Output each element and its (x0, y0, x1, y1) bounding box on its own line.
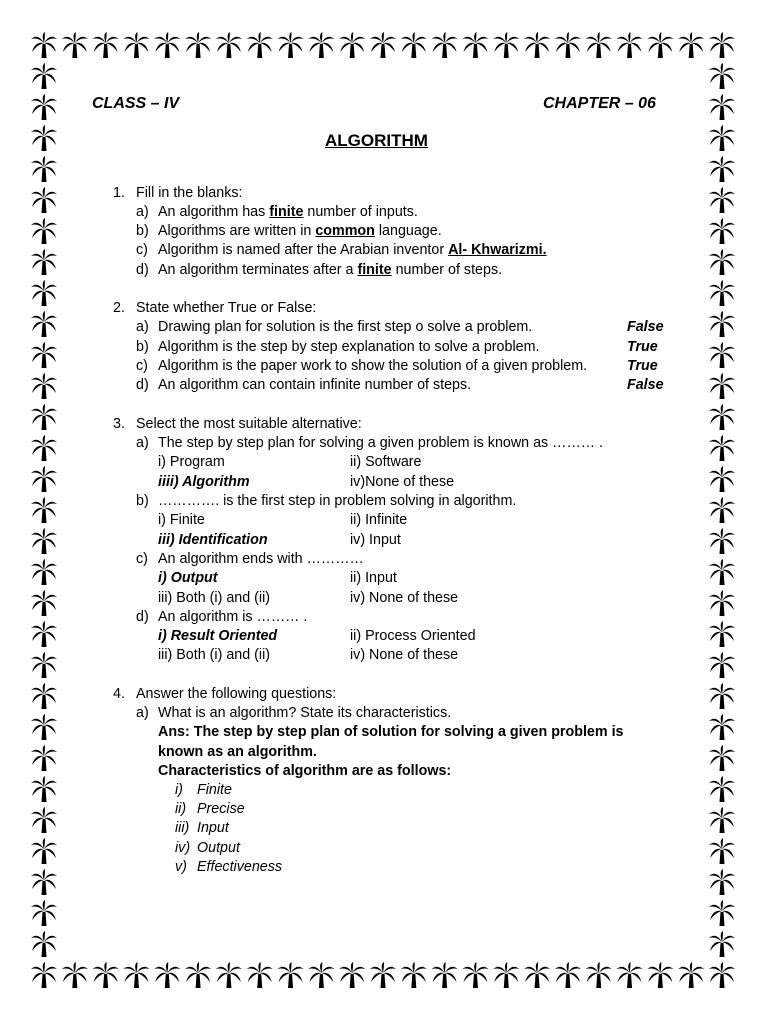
palm-tree-icon (555, 962, 581, 988)
palm-tree-icon (31, 280, 57, 306)
mcq-option: iv) None of these (350, 590, 459, 606)
palm-tree-icon (247, 962, 273, 988)
palm-tree-icon (62, 32, 88, 58)
palm-tree-icon (617, 32, 643, 58)
question-number: 4. (113, 686, 125, 702)
palm-tree-icon (678, 962, 704, 988)
palm-tree-icon (709, 32, 735, 58)
palm-tree-icon (432, 32, 458, 58)
mcq-option: ii) Infinite (350, 512, 408, 528)
palm-tree-icon (31, 32, 57, 58)
mcq-question: An algorithm is ……… . (158, 609, 308, 625)
tf-answer: False (627, 377, 664, 393)
palm-tree-icon (524, 962, 550, 988)
fill-answer: finite (357, 262, 392, 278)
characteristic-item: Effectiveness (197, 859, 283, 875)
characteristic-item: Output (197, 840, 240, 856)
fill-item: Algorithms are written in common language. (158, 223, 442, 239)
palm-tree-icon (31, 187, 57, 213)
palm-tree-icon (709, 714, 735, 740)
palm-tree-icon (154, 32, 180, 58)
mcq-correct-option: i) Result Oriented (158, 628, 278, 644)
mcq-option: iv) Input (350, 532, 401, 548)
characteristic-number: iii) (175, 820, 190, 836)
mcq-question: The step by step plan for solving a given problem is known as ……… . (158, 435, 604, 451)
palm-tree-icon (678, 32, 704, 58)
item-marker: d) (136, 262, 149, 278)
tf-statement: Algorithm is the paper work to show the solution of a given problem. (158, 358, 588, 374)
palm-tree-icon (123, 32, 149, 58)
palm-tree-icon (31, 869, 57, 895)
palm-tree-icon (709, 404, 735, 430)
palm-tree-icon (123, 962, 149, 988)
palm-tree-icon (709, 683, 735, 709)
tf-answer: False (627, 319, 664, 335)
characteristic-number: ii) (175, 801, 187, 817)
palm-tree-icon (709, 94, 735, 120)
palm-tree-icon (216, 962, 242, 988)
characteristic-item: Precise (197, 801, 245, 817)
palm-tree-icon (31, 249, 57, 275)
palm-tree-icon (709, 497, 735, 523)
palm-tree-icon (308, 32, 334, 58)
palm-tree-icon (31, 714, 57, 740)
question-heading: Answer the following questions: (136, 686, 337, 702)
mcq-option: iv)None of these (350, 474, 455, 490)
palm-tree-icon (185, 962, 211, 988)
palm-tree-icon (31, 807, 57, 833)
palm-tree-icon (31, 218, 57, 244)
item-marker: c) (136, 242, 148, 258)
fill-answer: Al- Khwarizmi. (448, 242, 547, 258)
palm-tree-icon (31, 435, 57, 461)
question-number: 2. (113, 300, 125, 316)
palm-tree-icon (709, 280, 735, 306)
mcq-option: ii) Process Oriented (350, 628, 476, 644)
item-marker: a) (136, 435, 149, 451)
palm-tree-icon (709, 962, 735, 988)
palm-tree-icon (709, 249, 735, 275)
mcq-question: …………. is the first step in problem solving in algorithm. (158, 493, 517, 509)
palm-tree-icon (31, 838, 57, 864)
mcq-correct-option: iiii) Algorithm (158, 474, 250, 490)
palm-tree-icon (31, 63, 57, 89)
mcq-correct-option: i) Output (158, 570, 218, 586)
question-heading: State whether True or False: (136, 300, 317, 316)
palm-tree-icon (709, 590, 735, 616)
palm-tree-icon (31, 125, 57, 151)
palm-tree-icon (31, 652, 57, 678)
palm-tree-icon (709, 807, 735, 833)
mcq-option: i) Program (158, 454, 225, 470)
palm-tree-icon (586, 32, 612, 58)
palm-tree-icon (709, 869, 735, 895)
tf-statement: An algorithm can contain infinite number of steps. (158, 377, 472, 393)
item-marker: c) (136, 358, 148, 374)
palm-tree-icon (93, 962, 119, 988)
palm-tree-icon (31, 94, 57, 120)
palm-tree-icon (31, 404, 57, 430)
palm-tree-icon (432, 962, 458, 988)
palm-tree-icon (462, 962, 488, 988)
palm-tree-icon (709, 156, 735, 182)
palm-tree-icon (31, 745, 57, 771)
palm-tree-icon (401, 32, 427, 58)
palm-tree-icon (709, 63, 735, 89)
mcq-option: i) Finite (158, 512, 205, 528)
palm-tree-icon (647, 32, 673, 58)
item-marker: a) (136, 319, 149, 335)
item-marker: b) (136, 493, 149, 509)
page-title: ALGORITHM (325, 131, 428, 150)
item-marker: a) (136, 705, 149, 721)
chapter-label: CHAPTER – 06 (543, 95, 656, 112)
fill-item: Algorithm is named after the Arabian inventor Al- Khwarizmi. (158, 242, 547, 258)
question-number: 1. (113, 185, 125, 201)
item-marker: d) (136, 377, 149, 393)
characteristic-item: Finite (197, 782, 232, 798)
palm-tree-icon (709, 125, 735, 151)
palm-tree-icon (278, 962, 304, 988)
palm-tree-icon (31, 559, 57, 585)
palm-tree-icon (555, 32, 581, 58)
palm-tree-icon (31, 311, 57, 337)
palm-tree-icon (31, 590, 57, 616)
tf-statement: Algorithm is the step by step explanation to solve a problem. (158, 339, 540, 355)
palm-tree-icon (339, 32, 365, 58)
question-heading: Select the most suitable alternative: (136, 416, 362, 432)
item-marker: c) (136, 551, 148, 567)
palm-tree-icon (31, 962, 57, 988)
palm-tree-icon (709, 187, 735, 213)
palm-tree-icon (709, 373, 735, 399)
item-marker: a) (136, 204, 149, 220)
characteristic-number: i) (175, 782, 183, 798)
palm-tree-icon (370, 962, 396, 988)
characteristics-heading: Characteristics of algorithm are as follows: (158, 763, 452, 779)
palm-tree-icon (31, 683, 57, 709)
palm-tree-icon (524, 32, 550, 58)
palm-tree-icon (62, 962, 88, 988)
fill-item: An algorithm terminates after a finite number of steps. (158, 262, 503, 278)
characteristic-number: iv) (175, 840, 191, 856)
mcq-option: iii) Both (i) and (ii) (158, 647, 271, 663)
palm-tree-icon (586, 962, 612, 988)
palm-tree-icon (154, 962, 180, 988)
palm-tree-icon (278, 32, 304, 58)
characteristic-item: Input (197, 820, 229, 836)
palm-tree-icon (31, 466, 57, 492)
long-question: What is an algorithm? State its characteristics. (158, 705, 452, 721)
palm-tree-icon (709, 435, 735, 461)
palm-tree-icon (401, 962, 427, 988)
palm-tree-icon (308, 962, 334, 988)
fill-item: An algorithm has finite number of inputs. (158, 204, 418, 220)
palm-tree-icon (31, 373, 57, 399)
palm-tree-icon (493, 962, 519, 988)
palm-tree-icon (617, 962, 643, 988)
palm-tree-icon (709, 342, 735, 368)
palm-tree-icon (709, 559, 735, 585)
question-heading: Fill in the blanks: (136, 185, 243, 201)
item-marker: d) (136, 609, 149, 625)
mcq-correct-option: iii) Identification (158, 532, 268, 548)
class-label: CLASS – IV (92, 95, 180, 112)
palm-tree-icon (31, 931, 57, 957)
palm-tree-icon (709, 528, 735, 554)
palm-tree-icon (185, 32, 211, 58)
palm-tree-icon (709, 931, 735, 957)
palm-tree-icon (647, 962, 673, 988)
palm-tree-icon (709, 900, 735, 926)
mcq-question: An algorithm ends with ………… (158, 551, 364, 567)
palm-tree-icon (709, 311, 735, 337)
answer-text: Ans: The step by step plan of solution for solving a given problem is (158, 724, 624, 740)
tf-answer: True (627, 339, 658, 355)
tf-answer: True (627, 358, 658, 374)
mcq-option: iii) Both (i) and (ii) (158, 590, 271, 606)
fill-answer: common (315, 223, 375, 239)
palm-tree-icon (93, 32, 119, 58)
palm-tree-icon (709, 776, 735, 802)
palm-tree-icon (709, 652, 735, 678)
characteristic-number: v) (175, 859, 187, 875)
palm-tree-icon (31, 621, 57, 647)
mcq-option: iv) None of these (350, 647, 459, 663)
palm-tree-icon (709, 838, 735, 864)
fill-answer: finite (269, 204, 304, 220)
palm-tree-icon (339, 962, 365, 988)
palm-tree-icon (216, 32, 242, 58)
mcq-option: ii) Input (350, 570, 397, 586)
palm-tree-icon (709, 218, 735, 244)
palm-tree-icon (462, 32, 488, 58)
item-marker: b) (136, 339, 149, 355)
answer-text: known as an algorithm. (158, 744, 317, 760)
palm-tree-icon (709, 466, 735, 492)
palm-tree-icon (31, 528, 57, 554)
palm-tree-icon (31, 156, 57, 182)
mcq-option: ii) Software (350, 454, 422, 470)
question-number: 3. (113, 416, 125, 432)
palm-tree-icon (493, 32, 519, 58)
palm-tree-icon (31, 900, 57, 926)
palm-tree-icon (247, 32, 273, 58)
palm-tree-icon (31, 497, 57, 523)
palm-tree-icon (709, 745, 735, 771)
palm-tree-icon (370, 32, 396, 58)
item-marker: b) (136, 223, 149, 239)
tf-statement: Drawing plan for solution is the first step o solve a problem. (158, 319, 533, 335)
palm-tree-icon (31, 776, 57, 802)
palm-tree-icon (709, 621, 735, 647)
palm-tree-icon (31, 342, 57, 368)
